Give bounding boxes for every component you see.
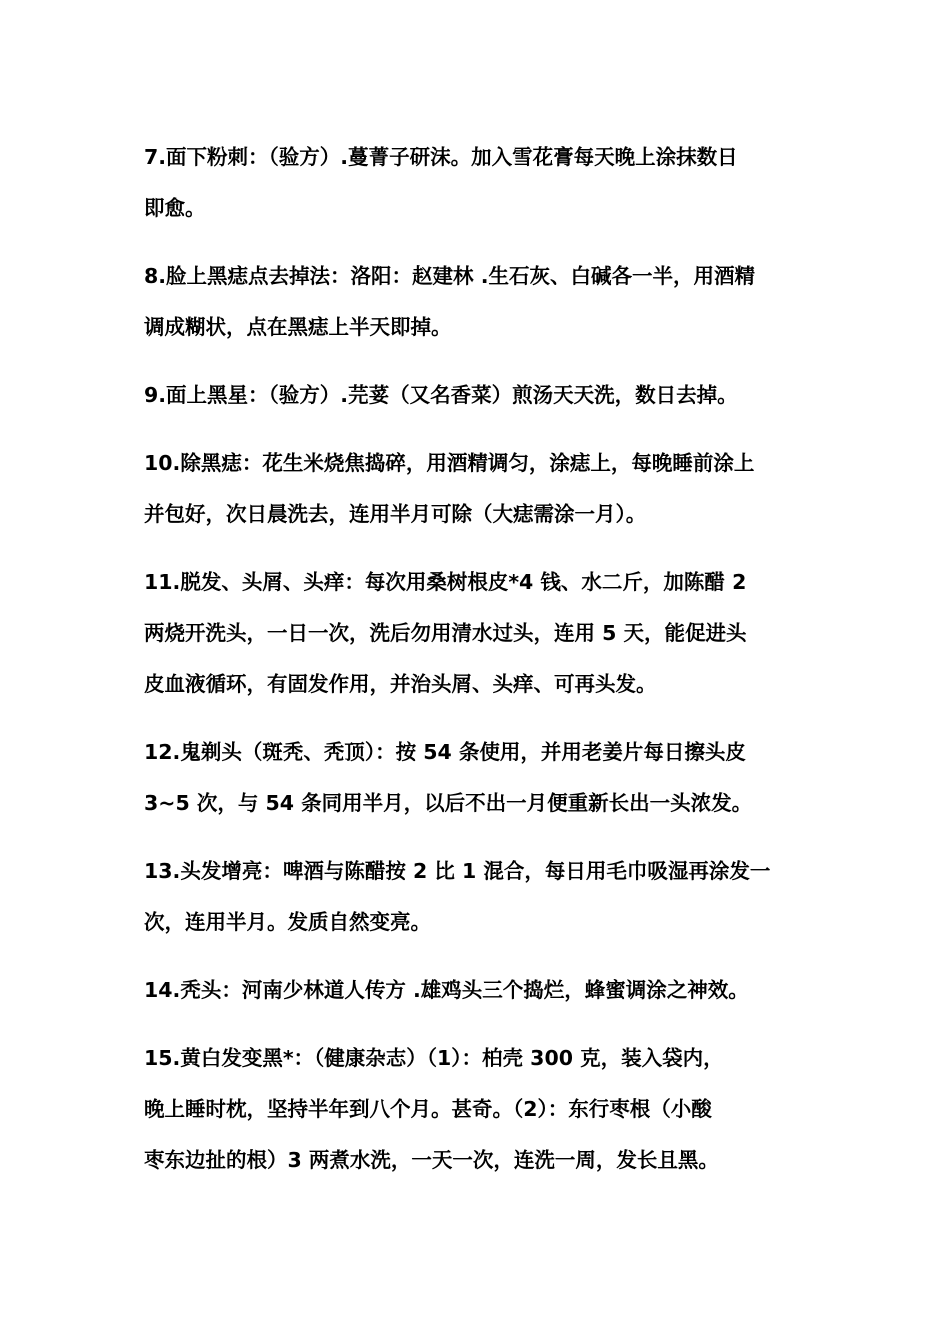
text-line: 并包好，次日晨洗去，连用半月可除（大痣需涂一月）。 [144, 502, 647, 526]
text-line: 7.面下粉刺：（验方）.蔓菁子研沫。加入雪花膏每天晚上涂抹数日 [144, 145, 738, 169]
entry-15 [144, 1033, 808, 1186]
text-line: 即愈。 [144, 196, 206, 220]
entry-14 [144, 965, 808, 1016]
text-line: 15.黄白发变黑*：（健康杂志）（1）：柏壳 300 克，装入袋内， [144, 1046, 724, 1070]
entry-8 [144, 251, 808, 353]
document-body [144, 132, 808, 1203]
text-line: 14.秃头：河南少林道人传方 .雄鸡头三个捣烂，蜂蜜调涂之神效。 [144, 978, 749, 1002]
text-line: 枣东边扯的根）3 两煮水洗，一天一次，连洗一周，发长且黑。 [144, 1148, 719, 1172]
text-line: 8.脸上黑痣点去掉法：洛阳：赵建林 .生石灰、白碱各一半，用酒精 [144, 264, 755, 288]
text-line: 两烧开洗头，一日一次，洗后勿用清水过头，连用 5 天，能促进头 [144, 621, 747, 645]
entry-10 [144, 438, 808, 540]
entry-11 [144, 557, 808, 710]
entry-9 [144, 370, 808, 421]
text-line: 9.面上黑星：（验方）.芫荽（又名香菜）煎汤天天洗，数日去掉。 [144, 383, 738, 407]
text-line: 次，连用半月。发质自然变亮。 [144, 910, 431, 934]
text-line: 晚上睡时枕，坚持半年到八个月。甚奇。（2）：东行枣根（小酸 [144, 1097, 712, 1121]
entry-7 [144, 132, 808, 234]
text-line: 10.除黑痣：花生米烧焦捣碎，用酒精调匀，涂痣上，每晚睡前涂上 [144, 451, 755, 475]
text-line: 12.鬼剃头（斑秃、秃顶）：按 54 条使用，并用老姜片每日擦头皮 [144, 740, 746, 764]
text-line: 3~5 次，与 54 条同用半月，以后不出一月便重新长出一头浓发。 [144, 791, 753, 815]
entry-12 [144, 727, 808, 829]
text-line: 11.脱发、头屑、头痒：每次用桑树根皮*4 钱、水二斤，加陈醋 2 [144, 570, 747, 594]
text-line: 调成糊状，点在黑痣上半天即掉。 [144, 315, 452, 339]
text-line: 皮血液循环，有固发作用，并治头屑、头痒、可再头发。 [144, 672, 657, 696]
entry-13 [144, 846, 808, 948]
text-line: 13.头发增亮：啤酒与陈醋按 2 比 1 混合，每日用毛巾吸湿再涂发一 [144, 859, 771, 883]
